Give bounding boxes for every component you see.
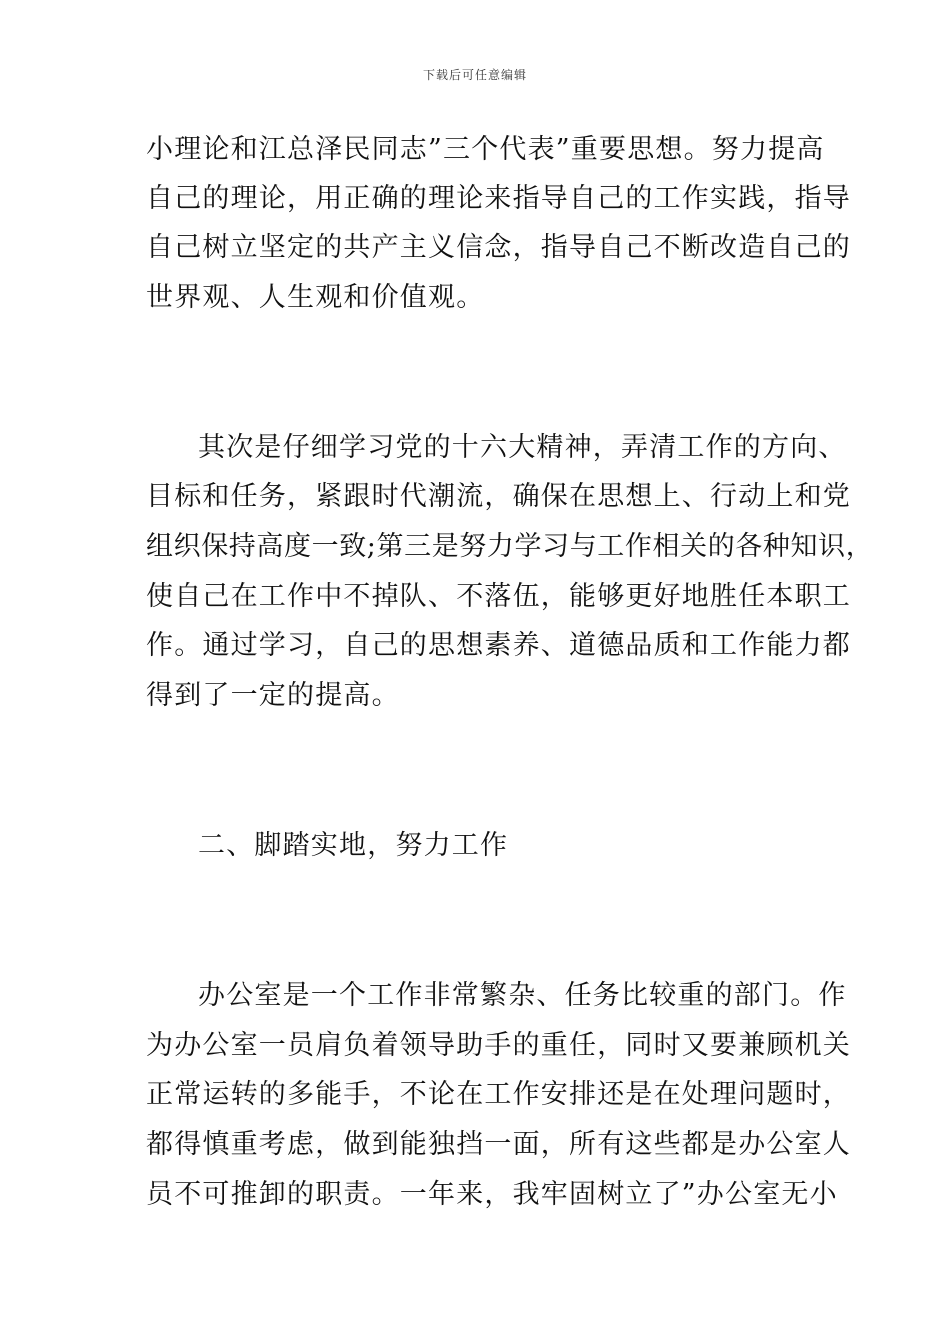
paragraph-1-line-2: 自己的理论，用正确的理论来指导自己的工作实践，指导	[146, 183, 851, 214]
paragraph-2-line-1: 其次是仔细学习党的十六大精神，弄清工作的方向、	[198, 432, 847, 463]
paragraph-3-line-1: 办公室是一个工作非常繁杂、任务比较重的部门。作	[198, 980, 847, 1011]
paragraph-2-line-3: 组织保持高度一致;第三是努力学习与工作相关的各种知识，	[146, 531, 874, 562]
paragraph-2-line-6: 得到了一定的提高。	[146, 680, 400, 711]
paragraph-3-line-5: 员不可推卸的职责。一年来，我牢固树立了”办公室无小	[146, 1179, 838, 1210]
paragraph-2-line-5: 作。通过学习，自己的思想素养、道德品质和工作能力都	[146, 630, 851, 661]
paragraph-1-line-4: 世界观、人生观和价值观。	[146, 282, 485, 313]
paragraph-3-line-2: 为办公室一员肩负着领导助手的重任，同时又要兼顾机关	[146, 1030, 851, 1061]
paragraph-2-line-2: 目标和任务，紧跟时代潮流，确保在思想上、行动上和党	[146, 481, 851, 512]
paragraph-3-line-4: 都得慎重考虑，做到能独挡一面，所有这些都是办公室人	[146, 1129, 851, 1160]
paragraph-2-line-4: 使自己在工作中不掉队、不落伍，能够更好地胜任本职工	[146, 581, 851, 612]
paragraph-1-line-3: 自己树立坚定的共产主义信念，指导自己不断改造自己的	[146, 232, 851, 263]
paragraph-3-line-3: 正常运转的多能手，不论在工作安排还是在处理问题时，	[146, 1079, 851, 1110]
section-heading: 二、脚踏实地，努力工作	[198, 830, 509, 861]
page-header: 下载后可任意编辑	[422, 68, 527, 82]
paragraph-1-line-1: 小理论和江总泽民同志”三个代表”重要思想。努力提高	[146, 134, 825, 165]
